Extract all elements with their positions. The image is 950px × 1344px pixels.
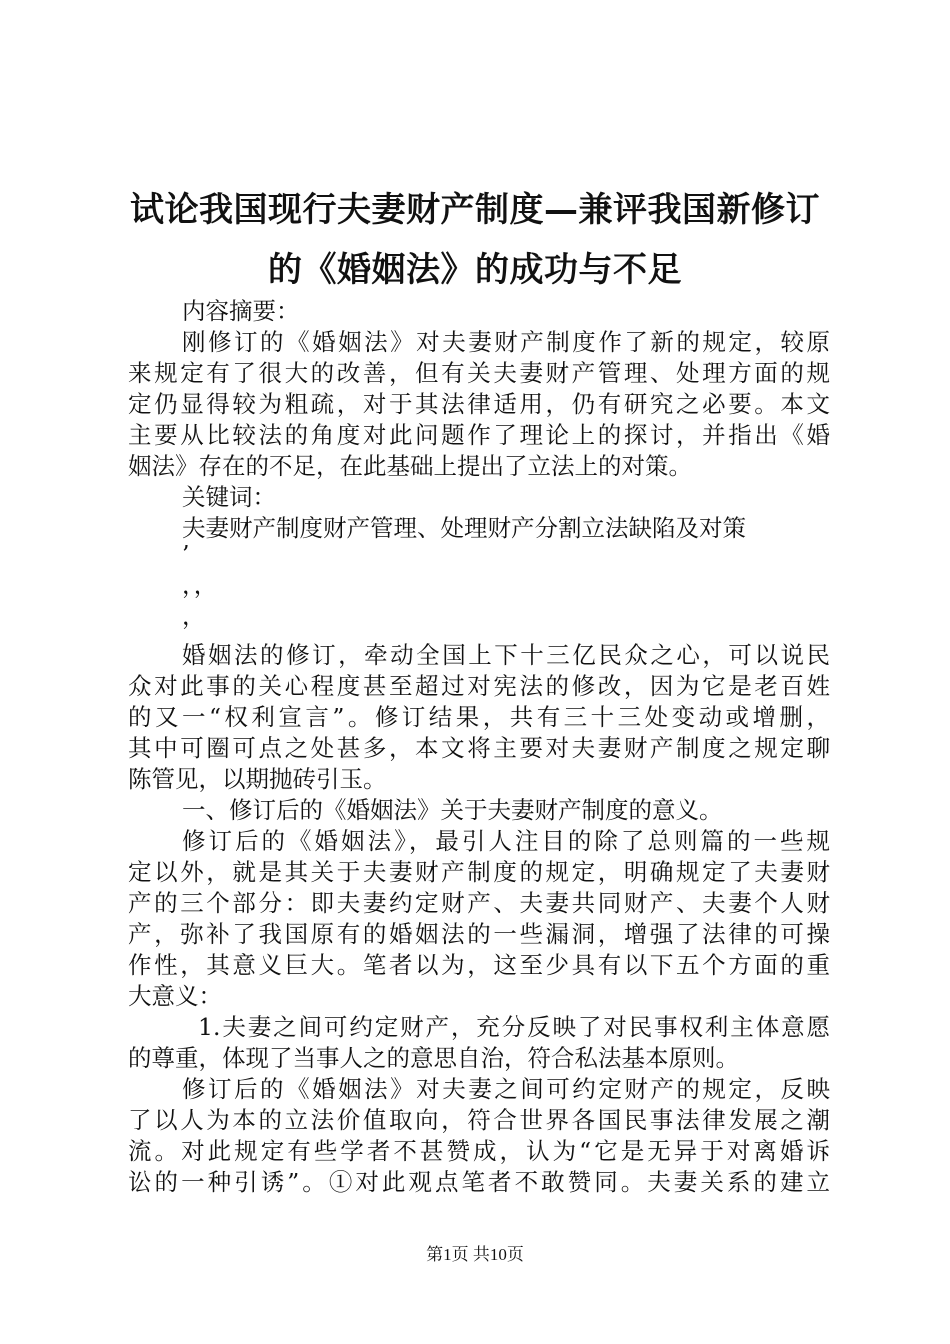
point-line: 1.夫妻之间可约定财产，充分反映了对民事权利主体意愿 (198, 1013, 830, 1041)
abstract-label: 内容摘要： (182, 297, 300, 325)
keywords-punct: ’ (182, 540, 190, 568)
abstract-line: 定仍显得较为粗疏，对于其法律适用，仍有研究之必要。本文 (128, 390, 830, 418)
page-footer: 第1页 共10页 (426, 1245, 524, 1264)
section-heading: 一、修订后的《婚姻法》关于夫妻财产制度的意义。 (182, 796, 723, 824)
section-line: 修订后的《婚姻法》，最引人注目的除了总则篇的一些规 (182, 827, 830, 855)
intro-line: 的又一“权利宣言”。修订结果，共有三十三处变动或增删， (128, 703, 830, 731)
document-body (128, 296, 830, 1198)
paragraph-line: 修订后的《婚姻法》对夫妻之间可约定财产的规定，反映 (182, 1075, 830, 1103)
section-line: 大意义： (128, 982, 222, 1010)
keywords-text: 夫妻财产制度财产管理、处理财产分割立法缺陷及对策 (182, 514, 746, 542)
intro-line: 众对此事的关心程度甚至超过对宪法的修改，因为它是老百姓 (128, 672, 830, 700)
section-line: 作性，其意义巨大。笔者以为，这至少具有以下五个方面的重 (128, 951, 830, 979)
paragraph-line: 讼的一种引诱”。①对此观点笔者不敢赞同。夫妻关系的建立 (128, 1168, 830, 1196)
point-line: 的尊重，体现了当事人之的意思自治，符合私法基本原则。 (128, 1044, 739, 1072)
paragraph-line: 流。对此规定有些学者不甚赞成，认为“它是无异于对离婚诉 (128, 1137, 830, 1165)
section-line: 定以外，就是其关于夫妻财产制度的规定，明确规定了夫妻财 (128, 858, 830, 886)
spacer (128, 632, 830, 640)
intro-line: 其中可圈可点之处甚多，本文将主要对夫妻财产制度之规定聊 (128, 734, 830, 762)
abstract-line: 来规定有了很大的改善，但有关夫妻财产管理、处理方面的规 (128, 359, 830, 387)
keywords-label: 关键词： (182, 483, 276, 511)
paragraph-line: 了以人为本的立法价值取向，符合世界各国民事法律发展之潮 (128, 1106, 830, 1134)
intro-line: 婚姻法的修订，牵动全国上下十三亿民众之心，可以说民 (182, 641, 830, 669)
abstract-line: 姻法》存在的不足，在此基础上提出了立法上的对策。 (128, 452, 692, 480)
title-line-2: 的《婚姻法》的成功与不足 (268, 250, 682, 290)
section-line: 产的三个部分：即夫妻约定财产、夫妻共同财产、夫妻个人财 (128, 889, 830, 917)
keywords-punct: ，， (182, 571, 218, 599)
intro-line: 陈管见，以期抛砖引玉。 (128, 765, 387, 793)
keywords-punct: ， (182, 602, 206, 630)
section-line: 产，弥补了我国原有的婚姻法的一些漏洞，增强了法律的可操 (128, 920, 830, 948)
abstract-line: 主要从比较法的角度对此问题作了理论上的探讨，并指出《婚 (128, 421, 830, 449)
title-line-1: 试论我国现行夫妻财产制度—兼评我国新修订 (130, 190, 820, 230)
abstract-line: 刚修订的《婚姻法》对夫妻财产制度作了新的规定，较原 (182, 328, 830, 356)
